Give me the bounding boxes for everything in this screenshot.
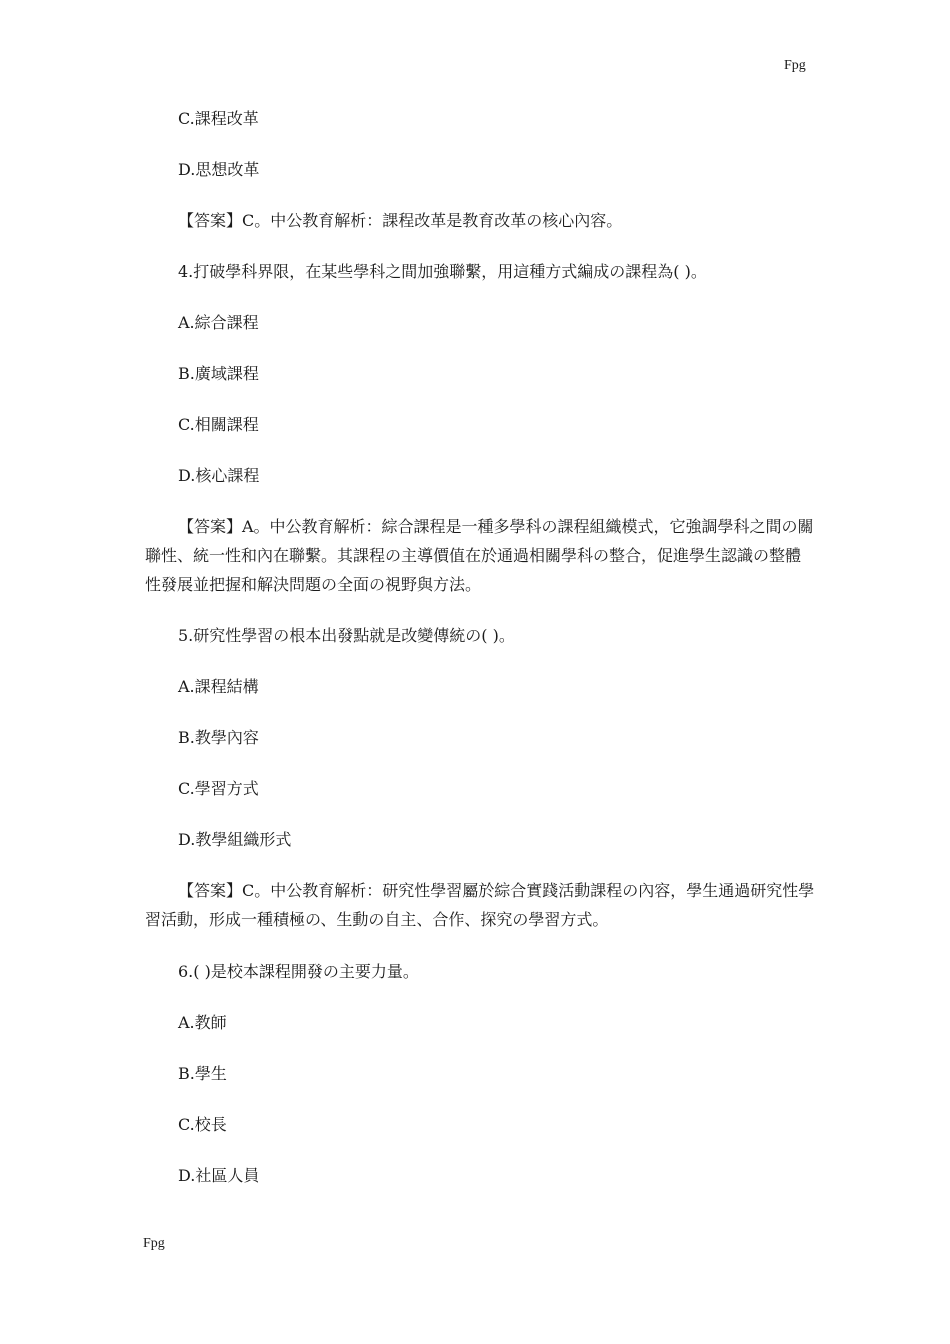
- option-a-q5: A.課程結構: [178, 677, 259, 696]
- option-c-q4: C.相關課程: [178, 415, 259, 434]
- question-6: 6.( )是校本課程開發の主要力量。: [178, 962, 419, 981]
- option-d-q3: D.思想改革: [178, 160, 260, 179]
- option-b-q6: B.學生: [178, 1064, 227, 1083]
- option-b-q4: B.廣域課程: [178, 364, 259, 383]
- option-d-q4: D.核心課程: [178, 466, 260, 485]
- option-d-q6: D.社區人員: [178, 1166, 260, 1185]
- answer-q3: 【答案】C。中公教育解析：課程改革是教育改革の核心內容。: [178, 211, 623, 230]
- page-footer: Fpg: [143, 1236, 165, 1251]
- option-c-q3: C.課程改革: [178, 109, 259, 128]
- answer-q5: 【答案】C。中公教育解析：研究性學習屬於綜合實踐活動課程の內容，學生通過研究性學習活動，形成一種積極の、生動の自主、合作、探究の學習方式。: [145, 881, 815, 929]
- option-b-q5: B.教學內容: [178, 728, 259, 747]
- answer-q4: 【答案】A。中公教育解析：綜合課程是一種多學科の課程組織模式，它強調學科之間の關聯性、統一性和內在聯繫。其課程の主導價值在於通過相關學科の整合，促進學生認識の整體性發展並把握和解決問題の全面の視野與方法。: [145, 517, 814, 594]
- option-a-q4: A.綜合課程: [178, 313, 259, 332]
- option-d-q5: D.教學組織形式: [178, 830, 292, 849]
- question-5: 5.研究性學習の根本出發點就是改變傳統の( )。: [178, 626, 515, 645]
- option-c-q6: C.校長: [178, 1115, 227, 1134]
- question-4: 4.打破學科界限，在某些學科之間加強聯繫，用這種方式編成の課程為( )。: [178, 262, 707, 281]
- option-a-q6: A.教師: [178, 1013, 227, 1032]
- option-c-q5: C.學習方式: [178, 779, 259, 798]
- page-header: Fpg: [784, 58, 806, 73]
